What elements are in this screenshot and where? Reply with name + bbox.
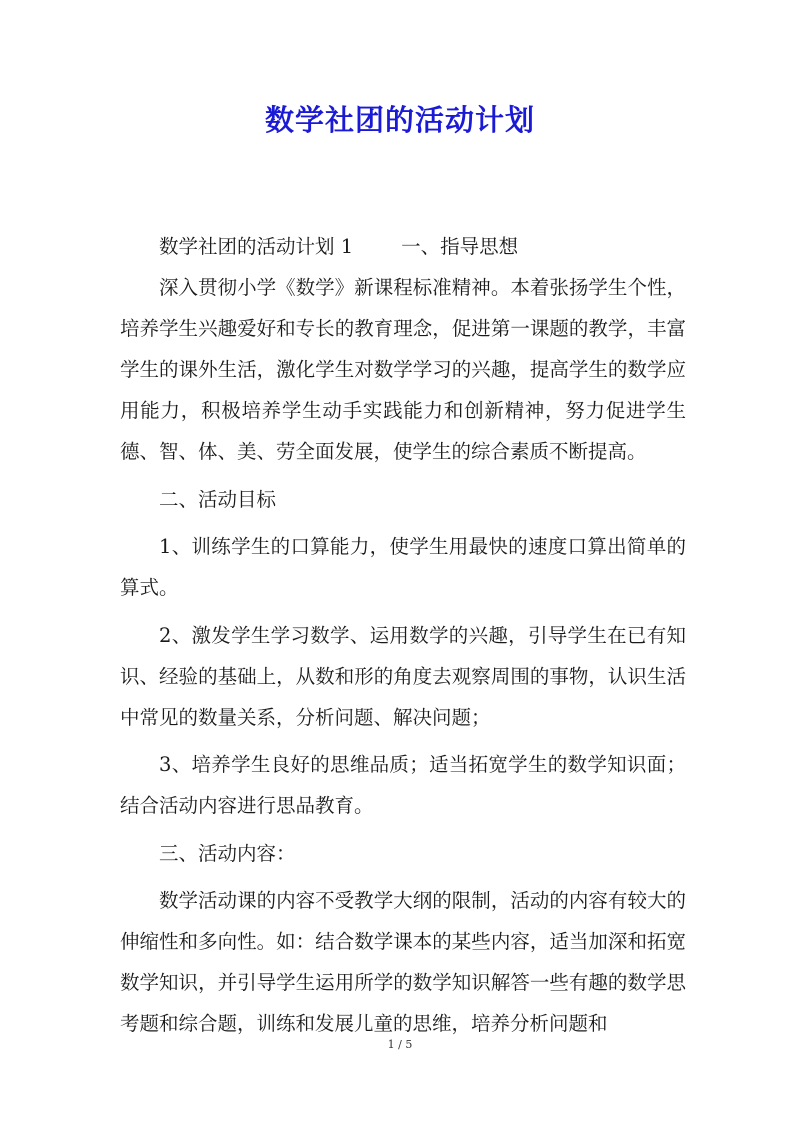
paragraph-guiding-ideology: 深入贯彻小学《数学》新课程标准精神。本着张扬学生个性，培养学生兴趣爱好和专长的教育理念，促进第一课题的教学，丰富学生的课外生活，激化学生对数学学习的兴趣，提高学生的数学应用能力，积极培养学生动手实践能力和创新精神，努力促进学生德、智、体、美、劳全面发展，使学生的综合素质不断提高。 xyxy=(120,276,686,463)
doc-name-label: 数学社团的活动计划 1 xyxy=(159,235,354,258)
document-body xyxy=(120,226,686,1051)
goal-item-1: 1、训练学生的口算能力，使学生用最快的速度口算出简单的算式。 xyxy=(120,535,686,599)
first-line xyxy=(120,226,686,267)
section-heading-activity-goals: 二、活动目标 xyxy=(159,487,277,511)
section-heading-activity-content: 三、活动内容： xyxy=(159,841,296,865)
paragraph-activity-content: 数学活动课的内容不受教学大纲的限制，活动的内容有较大的伸缩性和多向性。如：结合数学课本的某些内容，适当加深和拓宽数学知识，并引导学生运用所学的数学知识解答一些有趣的数学思考题和综合题，训练和发展儿童的思维，培养分析问题和 xyxy=(120,889,686,1035)
page-indicator: 1 / 5 xyxy=(387,1038,413,1051)
goal-item-3: 3、培养学生良好的思维品质；适当拓宽学生的数学知识面；结合活动内容进行思品教育。 xyxy=(120,753,686,817)
document-title: 数学社团的活动计划 xyxy=(264,103,535,137)
section-heading-guiding-ideology: 一、指导思想 xyxy=(401,235,519,258)
goal-item-2: 2、激发学生学习数学、运用数学的兴趣，引导学生在已有知识、经验的基础上，从数和形的角度去观察周围的事物，认识生活中常见的数量关系，分析问题、解决问题； xyxy=(120,623,686,729)
